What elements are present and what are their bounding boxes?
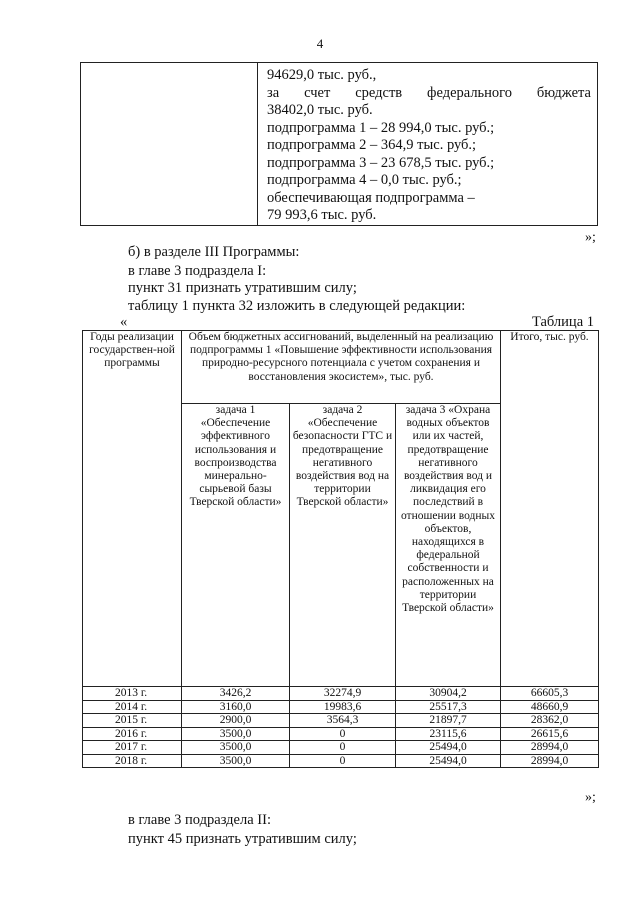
table-row bbox=[83, 714, 599, 728]
cell-total: 26615,6 bbox=[501, 727, 599, 741]
header-task2: задача 2 «Обеспечение безопасности ГТС и предотвращение негативного воздействия вод на территории Тверской области» bbox=[290, 404, 396, 687]
cell-year: 2016 г. bbox=[83, 727, 182, 741]
closing-quote: »; bbox=[585, 230, 596, 245]
header-main: Объем бюджетных ассигнований, выделенный на реализацию подпрограммы 1 «Повышение эффективности использования природно-ресурсного потенциала с учетом сохранения и восстановления экосистем», тыс. руб. bbox=[182, 331, 501, 404]
cell-task2: 32274,9 bbox=[290, 687, 396, 701]
budget-line: 38402,0 тыс. руб. bbox=[267, 102, 373, 118]
cell-task2: 19983,6 bbox=[290, 700, 396, 714]
table-row bbox=[83, 727, 599, 741]
budget-line: подпрограмма 1 – 28 994,0 тыс. руб.; bbox=[267, 119, 495, 136]
budget-continuation-table bbox=[80, 62, 598, 226]
header-total: Итого, тыс. руб. bbox=[501, 331, 599, 687]
cell-task3: 25517,3 bbox=[396, 700, 501, 714]
cell-year: 2018 г. bbox=[83, 754, 182, 768]
paragraph: в главе 3 подраздела II: bbox=[128, 812, 271, 828]
cell-task1: 2900,0 bbox=[182, 714, 290, 728]
budget-line: подпрограмма 4 – 0,0 тыс. руб.; bbox=[267, 172, 462, 188]
budget-line: подпрограмма 3 – 23 678,5 тыс. руб.; bbox=[267, 154, 495, 171]
cell-total: 66605,3 bbox=[501, 687, 599, 701]
table-caption: Таблица 1 bbox=[531, 314, 594, 330]
cell-total: 28994,0 bbox=[501, 741, 599, 755]
cell-task1: 3500,0 bbox=[182, 727, 290, 741]
paragraph: пункт 31 признать утратившим силу; bbox=[128, 280, 357, 296]
cell-total: 28994,0 bbox=[501, 754, 599, 768]
column-divider bbox=[257, 63, 258, 225]
cell-task2: 0 bbox=[290, 727, 396, 741]
table-row bbox=[83, 687, 599, 701]
cell-task3: 25494,0 bbox=[396, 754, 501, 768]
budget-line: подпрограмма 2 – 364,9 тыс. руб.; bbox=[267, 137, 477, 153]
paragraph: пункт 45 признать утратившим силу; bbox=[128, 831, 357, 847]
cell-total: 48660,9 bbox=[501, 700, 599, 714]
paragraph: в главе 3 подраздела I: bbox=[128, 263, 267, 279]
header-task3: задача 3 «Охрана водных объектов или их частей, предотвращение негативного воздействия вод и ликвидация его последствий в отношении водных объектов, находящихся в федеральной собственности и расположенных на территории Тверской области» bbox=[396, 404, 501, 687]
paragraph: таблицу 1 пункта 32 изложить в следующей редакции: bbox=[128, 298, 466, 314]
table-header-row bbox=[83, 331, 599, 404]
cell-year: 2014 г. bbox=[83, 700, 182, 714]
cell-task2: 3564,3 bbox=[290, 714, 396, 728]
paragraph: б) в разделе III Программы: bbox=[128, 244, 300, 260]
budget-line: 94629,0 тыс. руб., bbox=[267, 67, 377, 83]
open-quote: « bbox=[120, 314, 128, 330]
cell-task1: 3500,0 bbox=[182, 741, 290, 755]
cell-task3: 25494,0 bbox=[396, 741, 501, 755]
budget-line: за счет средств федерального бюджета bbox=[267, 84, 591, 101]
cell-task3: 21897,7 bbox=[396, 714, 501, 728]
cell-year: 2013 г. bbox=[83, 687, 182, 701]
cell-total: 28362,0 bbox=[501, 714, 599, 728]
budget-table bbox=[82, 330, 599, 768]
table-row bbox=[83, 700, 599, 714]
cell-task1: 3500,0 bbox=[182, 754, 290, 768]
cell-task2: 0 bbox=[290, 754, 396, 768]
budget-line: обеспечивающая подпрограмма – bbox=[267, 189, 475, 206]
cell-task1: 3160,0 bbox=[182, 700, 290, 714]
table-row bbox=[83, 741, 599, 755]
cell-task2: 0 bbox=[290, 741, 396, 755]
cell-year: 2017 г. bbox=[83, 741, 182, 755]
cell-year: 2015 г. bbox=[83, 714, 182, 728]
header-years: Годы реализации государствен-ной программы bbox=[83, 331, 182, 687]
page-number: 4 bbox=[316, 36, 324, 51]
table-row bbox=[83, 754, 599, 768]
cell-task3: 23115,6 bbox=[396, 727, 501, 741]
cell-task1: 3426,2 bbox=[182, 687, 290, 701]
table-closing-quote: »; bbox=[585, 790, 596, 805]
budget-line: 79 993,6 тыс. руб. bbox=[267, 207, 377, 223]
budget-continuation-cell bbox=[267, 67, 591, 225]
cell-task3: 30904,2 bbox=[396, 687, 501, 701]
header-task1: задача 1 «Обеспечение эффективного использования и воспроизводства минерально-сырьевой базы Тверской области» bbox=[182, 404, 290, 687]
